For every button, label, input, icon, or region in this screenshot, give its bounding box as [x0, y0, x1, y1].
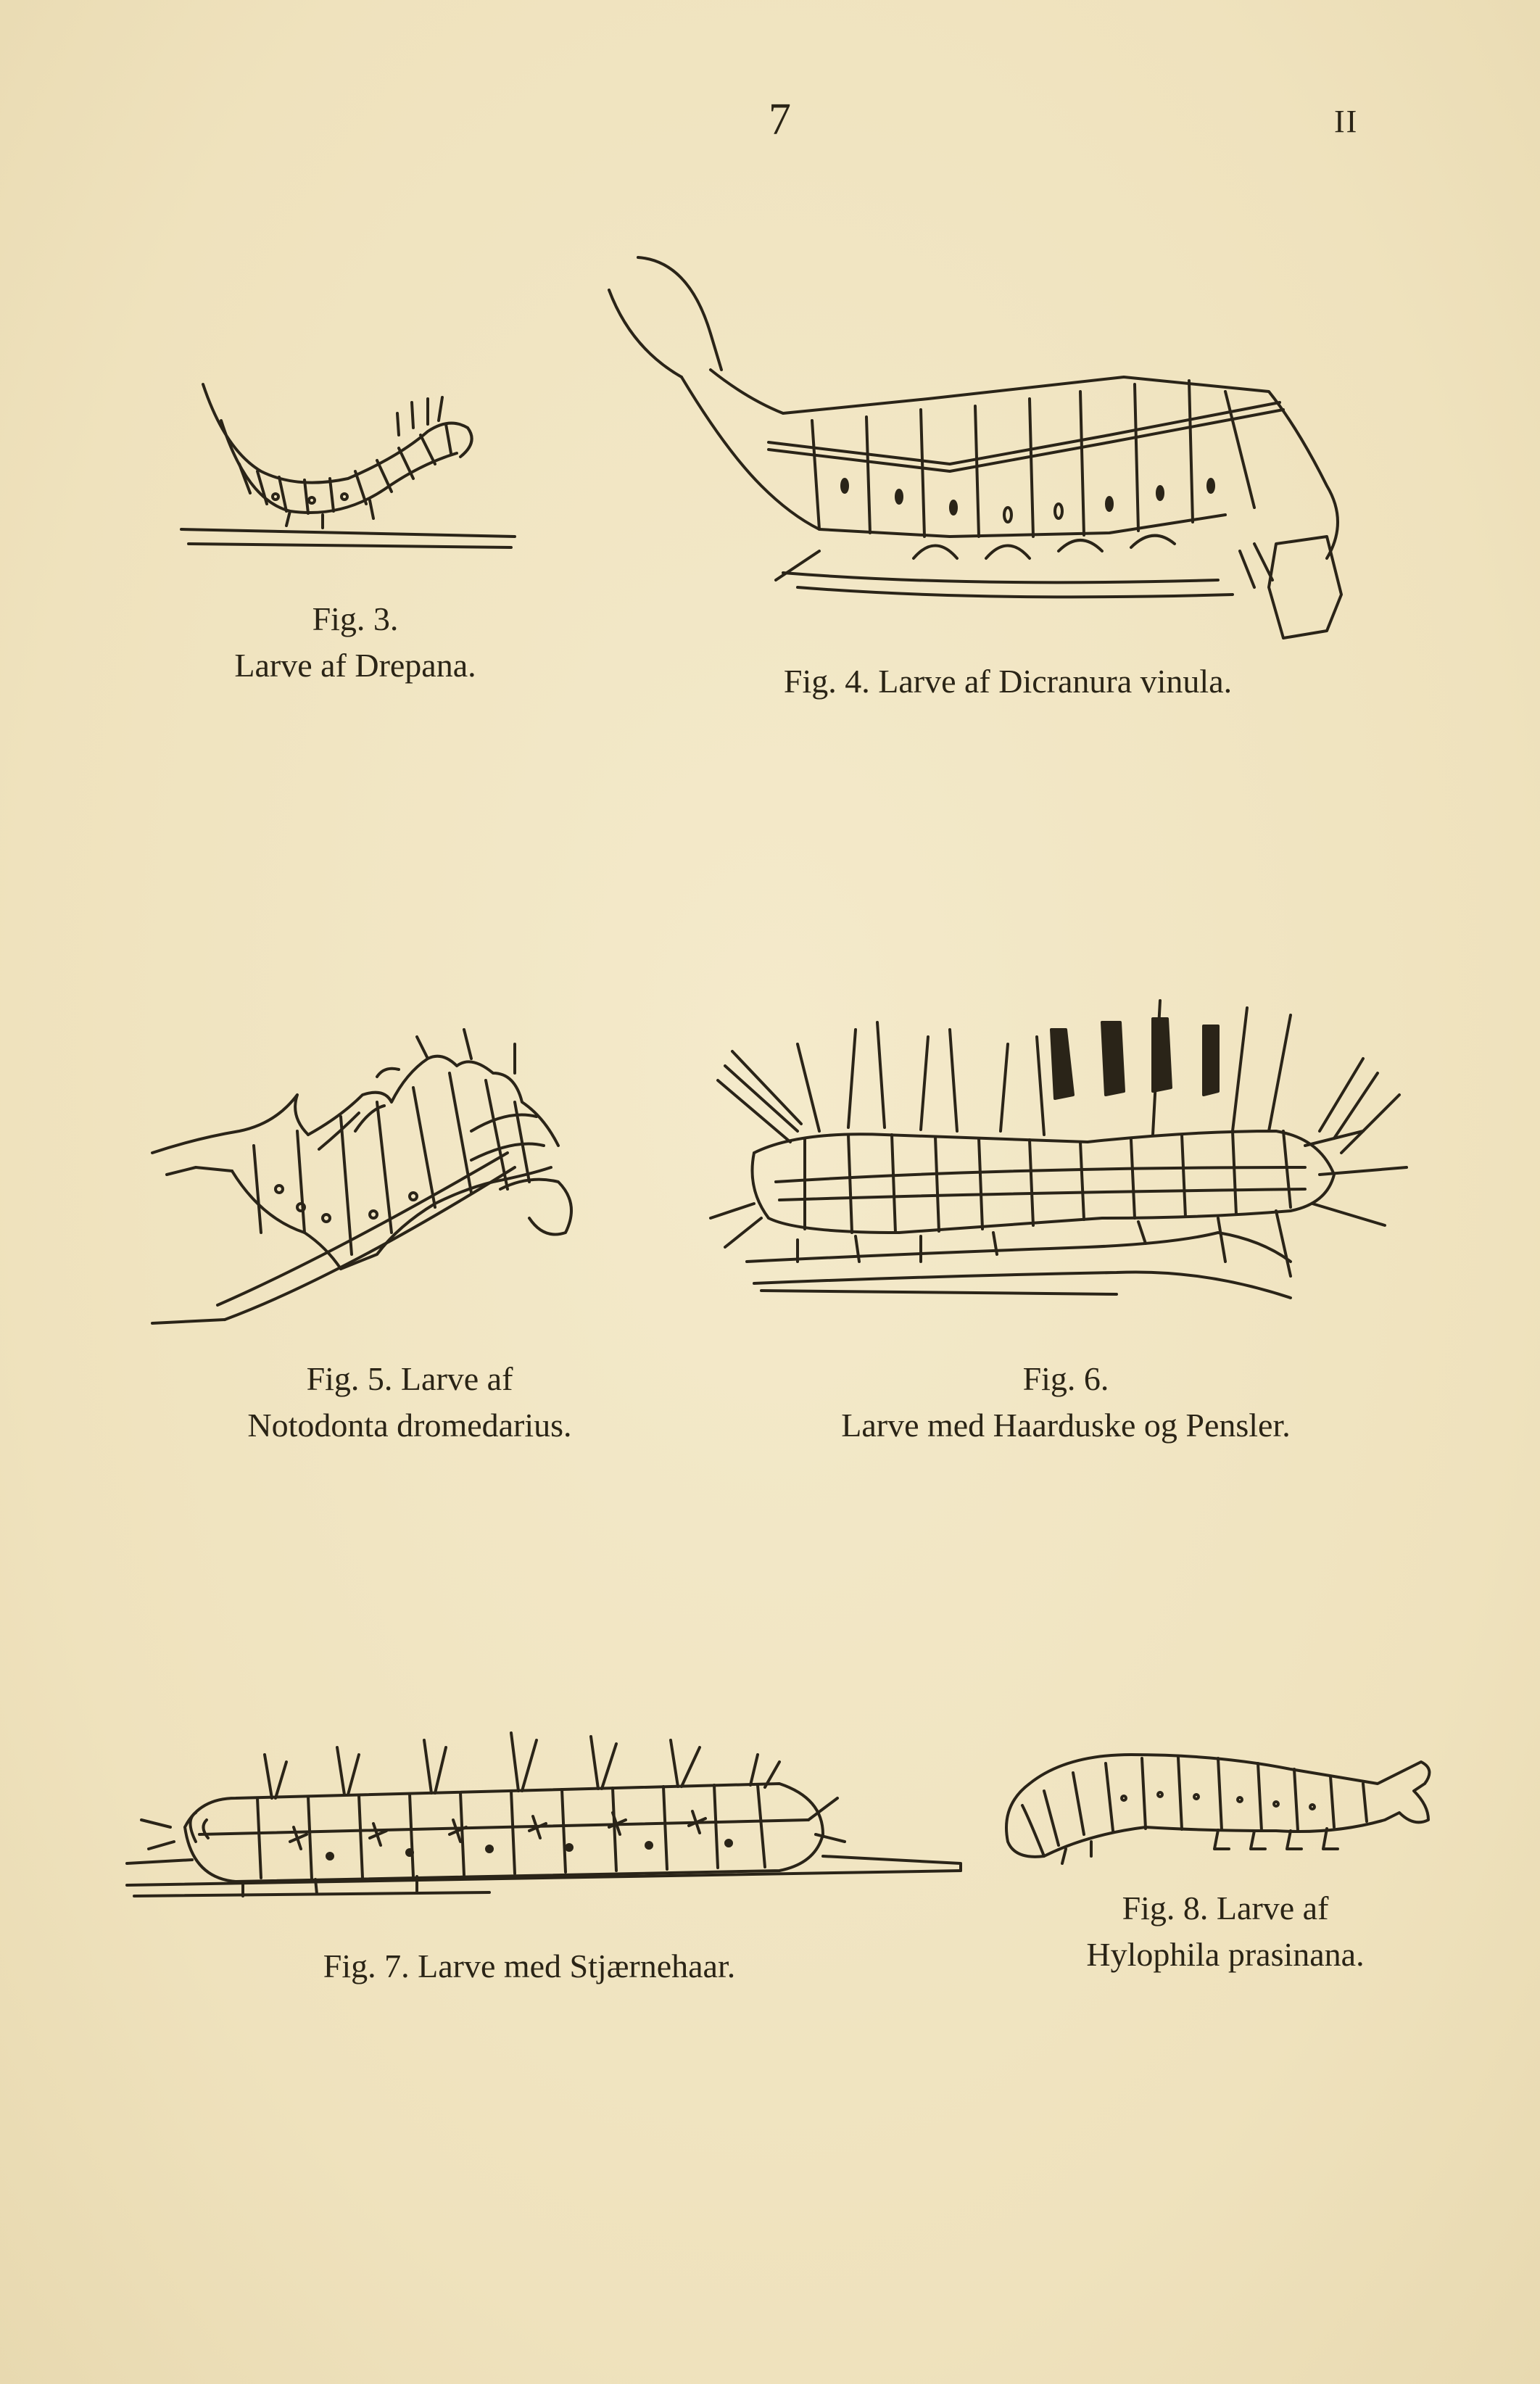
caption-line: Hylophila prasinana. — [1086, 1936, 1365, 1973]
figure-3 — [181, 363, 522, 566]
figure-7 — [127, 1718, 968, 1907]
figure-5 — [152, 1015, 631, 1341]
caterpillar-drepana-illustration — [181, 363, 522, 566]
caption-fig3 — [174, 596, 537, 689]
caption-line: Larve med Haarduske og Pensler. — [841, 1407, 1291, 1444]
caption-fig8 — [1001, 1885, 1450, 1978]
signature-mark: II — [1334, 104, 1359, 139]
figure-6 — [711, 986, 1421, 1320]
caption-line: Fig. 6. — [1022, 1360, 1109, 1397]
caterpillar-haarduske-og-pensler-illustration — [711, 986, 1421, 1320]
caption-line: Notodonta dromedarius. — [247, 1407, 572, 1444]
caption-line: Fig. 8. Larve af — [1122, 1890, 1329, 1926]
caption-line: Fig. 4. Larve af Dicranura vinula. — [783, 663, 1233, 700]
caption-line: Fig. 5. Larve af — [306, 1360, 513, 1397]
caption-line: Larve af Drepana. — [234, 647, 476, 684]
caterpillar-notodonta-dromedarius-illustration — [152, 1015, 631, 1341]
page-number: 7 — [769, 95, 791, 144]
figure-4 — [602, 247, 1414, 638]
caterpillar-dicranura-vinula-illustration — [602, 247, 1414, 638]
caterpillar-hylophila-prasinana-illustration — [1001, 1740, 1436, 1871]
caption-line: Fig. 7. Larve med Stjærnehaar. — [323, 1948, 736, 1984]
caterpillar-stjaernehaar-illustration — [127, 1718, 968, 1907]
caption-fig6 — [754, 1356, 1378, 1449]
caption-fig5 — [174, 1356, 645, 1449]
caption-fig7 — [218, 1943, 841, 1990]
caption-fig4 — [696, 658, 1320, 705]
figure-8 — [1001, 1740, 1436, 1871]
caption-line: Fig. 3. — [312, 600, 399, 637]
